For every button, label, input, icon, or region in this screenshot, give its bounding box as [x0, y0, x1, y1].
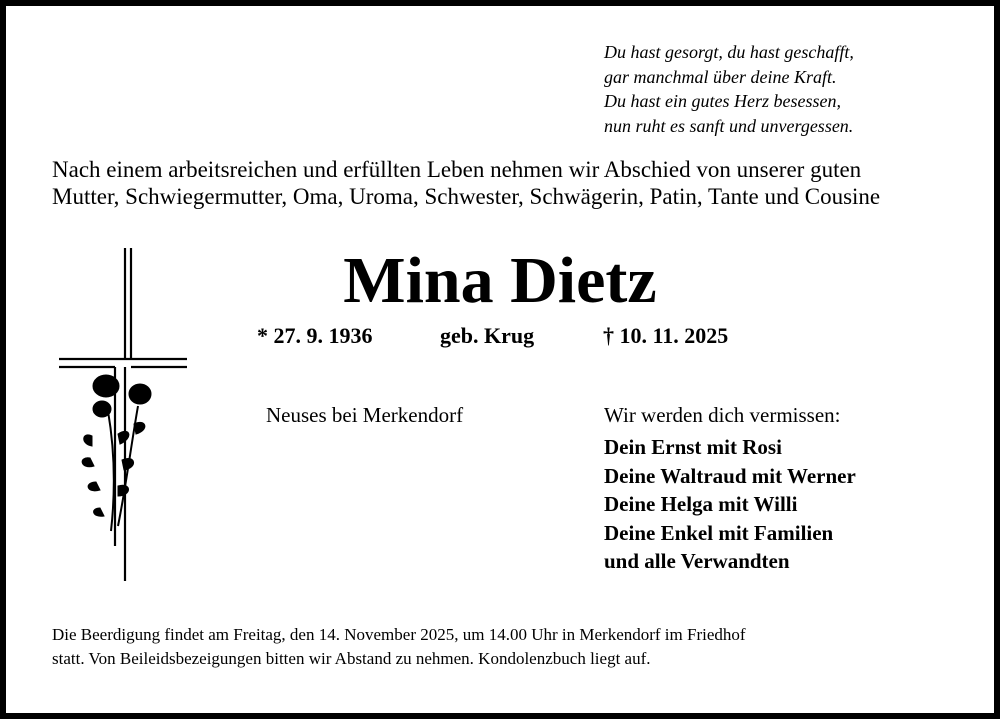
mourners-list — [604, 433, 856, 576]
maiden-name: geb. Krug — [440, 323, 535, 348]
mourner-entry: Deine Waltraud mit Werner — [604, 463, 856, 488]
poem-line: gar manchmal über deine Kraft. — [604, 66, 837, 87]
deceased-name: Mina Dietz — [343, 244, 657, 317]
memorial-poem — [604, 40, 854, 138]
mourners-heading: Wir werden dich vermissen: — [604, 403, 841, 427]
intro-text — [52, 156, 880, 210]
mourner-entry: und alle Verwandten — [604, 549, 790, 573]
intro-line: Mutter, Schwiegermutter, Oma, Uroma, Schwester, Schwägerin, Patin, Tante und Cousine — [52, 184, 881, 209]
poem-line: Du hast ein gutes Herz besessen, — [604, 91, 841, 111]
mourner-entry: Deine Enkel mit Familien — [604, 520, 834, 545]
funeral-notice — [52, 623, 746, 671]
funeral-line: statt. Von Beileidsbezeigungen bitten wir Abstand zu nehmen. Kondolenzbuch liegt auf. — [52, 649, 651, 668]
intro-line: Nach einem arbeitsreichen und erfüllten Leben nehmen wir Abschied von unserer guten — [52, 157, 862, 182]
residence-place: Neuses bei Merkendorf — [266, 403, 464, 427]
funeral-line: Die Beerdigung findet am Freitag, den 14. November 2025, um 14.00 Uhr in Merkendorf im Friedhof — [52, 625, 746, 644]
poem-line: nun ruht es sanft und unvergessen. — [604, 115, 854, 136]
poem-line: Du hast gesorgt, du hast geschafft, — [604, 42, 854, 62]
mourner-entry: Dein Ernst mit Rosi — [604, 435, 782, 459]
birth-date: * 27. 9. 1936 — [257, 323, 373, 348]
death-date: † 10. 11. 2025 — [603, 323, 729, 348]
mourner-entry: Deine Helga mit Willi — [604, 492, 798, 516]
